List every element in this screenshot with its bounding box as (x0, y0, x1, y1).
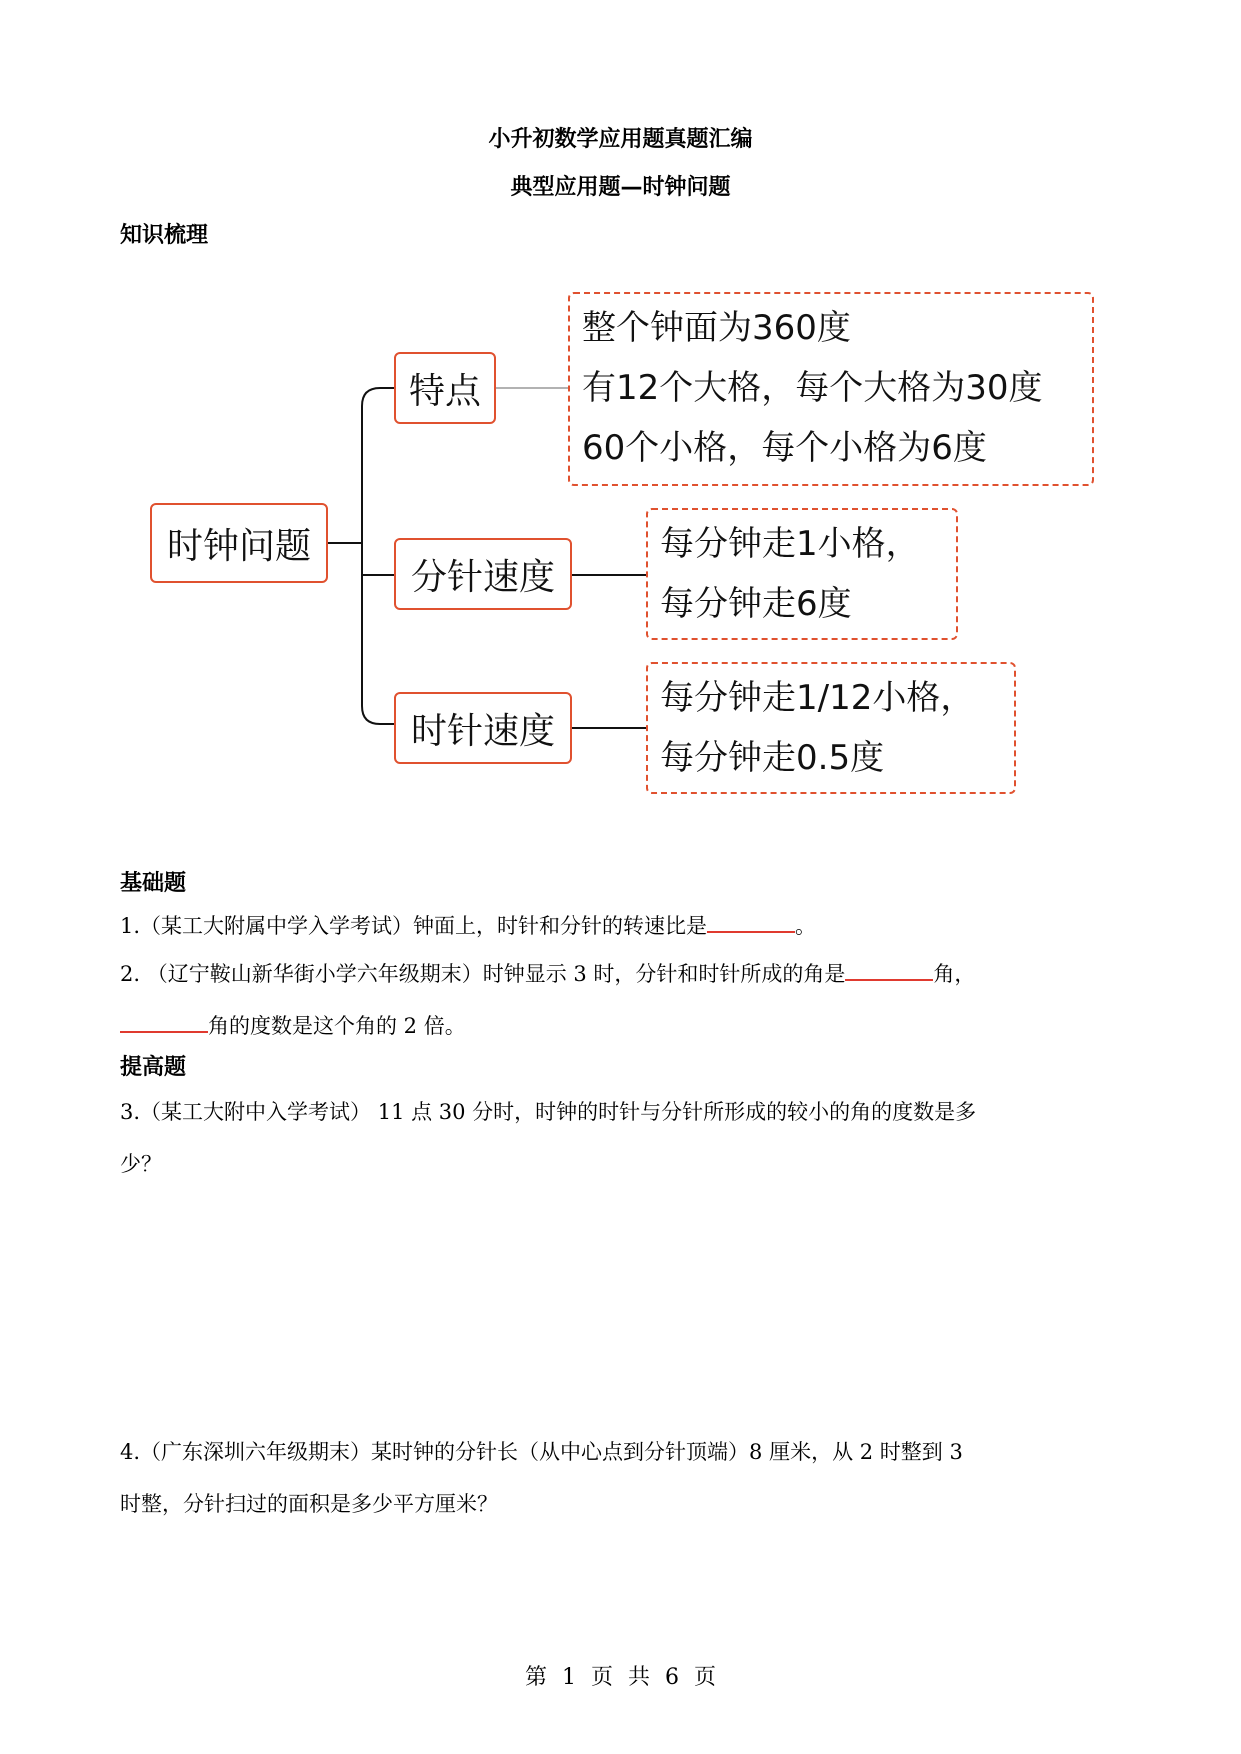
mindmap-branch-features: 特点 (394, 352, 496, 424)
document-subtitle: 典型应用题—时钟问题 (510, 175, 731, 200)
detail-line: 每分钟走0.5度 (660, 738, 885, 778)
question-text: 4.（广东深圳六年级期末）某时钟的分针长（从中心点到分针顶端）8 厘米，从 2 时整到 3 (120, 1440, 963, 1464)
mindmap-root: 时钟问题 (150, 503, 328, 583)
question-text: 时整，分针扫过的面积是多少平方厘米？ (120, 1492, 498, 1516)
answer-blank[interactable] (707, 913, 795, 933)
mindmap-detail-hour-speed (646, 662, 1016, 794)
section-knowledge: 知识梳理 (120, 223, 209, 248)
question-text: 角， (933, 962, 976, 986)
mindmap-detail-minute-speed (646, 508, 958, 640)
detail-line: 每分钟走6度 (660, 584, 852, 624)
detail-line: 有12个大格，每个大格为30度 (582, 368, 1043, 408)
question-text: 2. （辽宁鞍山新华街小学六年级期末）时钟显示 3 时，分针和时针所成的角是 (120, 962, 846, 986)
answer-blank[interactable] (120, 1013, 208, 1033)
question-1 (120, 900, 1130, 952)
question-text: 少？ (120, 1152, 162, 1176)
page-footer: 第 1 页 共 6 页 (525, 1665, 716, 1690)
detail-line: 每分钟走1小格， (660, 524, 920, 564)
question-2 (120, 948, 1130, 1052)
section-basic: 基础题 (120, 871, 187, 896)
mindmap-detail-features (568, 292, 1094, 486)
document-title: 小升初数学应用题真题汇编 (488, 127, 753, 152)
question-text: 1.（某工大附属中学入学考试）钟面上，时针和分针的转速比是 (120, 914, 708, 938)
question-text: 3.（某工大附中入学考试） 11 点 30 分时，时钟的时针与分针所形成的较小的角的度数是多 (120, 1100, 977, 1124)
question-text: 。 (795, 914, 817, 938)
detail-line: 60个小格，每个小格为6度 (582, 428, 987, 468)
detail-line: 整个钟面为360度 (582, 308, 851, 348)
question-text: 角的度数是这个角的 2 倍。 (208, 1014, 466, 1038)
question-3 (120, 1086, 1130, 1190)
answer-blank[interactable] (845, 961, 933, 981)
section-advanced: 提高题 (120, 1055, 187, 1080)
mindmap-branch-hour-speed: 时针速度 (394, 692, 572, 764)
detail-line: 每分钟走1/12小格， (660, 678, 975, 718)
mindmap-branch-minute-speed: 分针速度 (394, 538, 572, 610)
question-4 (120, 1426, 1130, 1530)
